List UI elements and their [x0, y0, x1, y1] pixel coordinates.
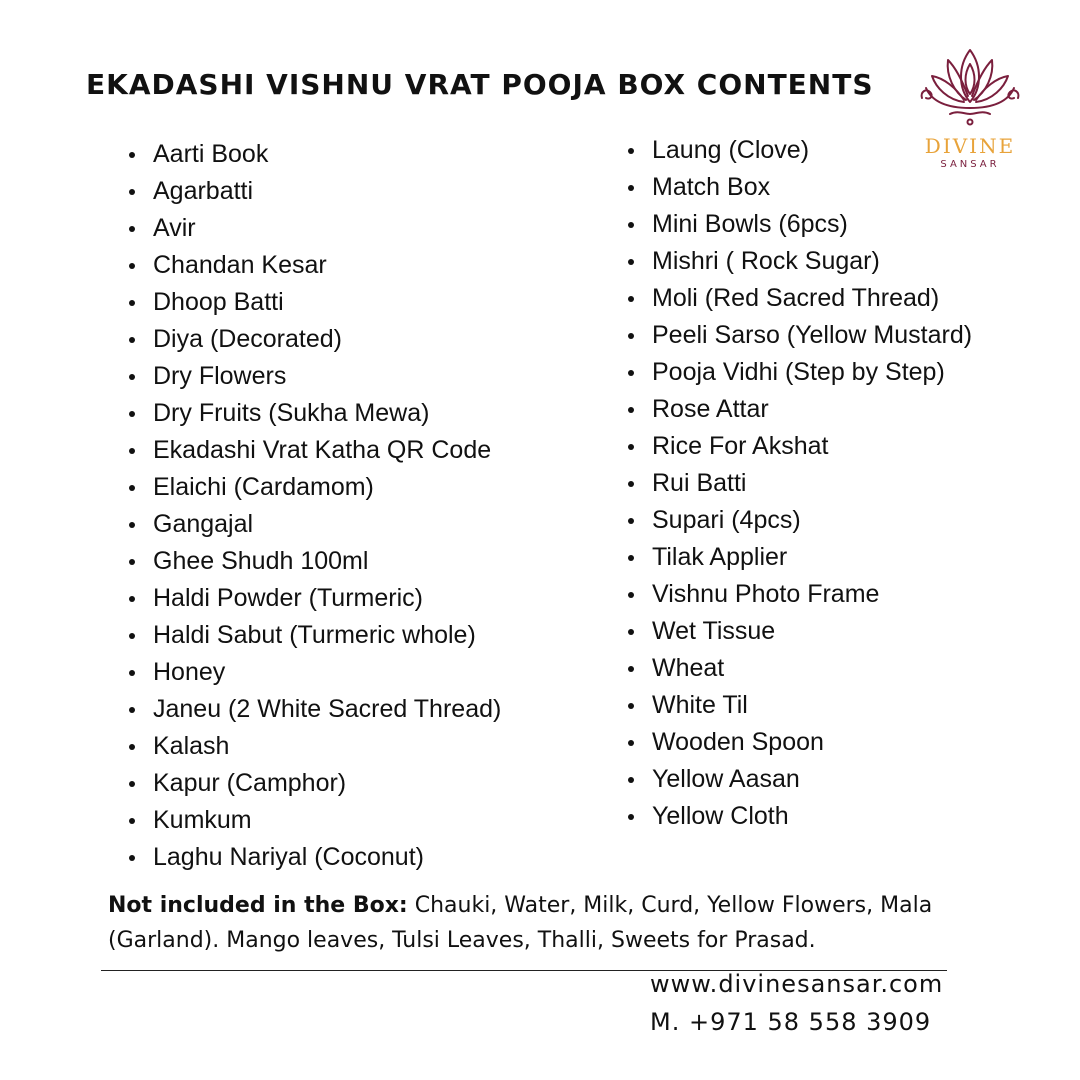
list-item: Rose Attar	[626, 391, 976, 428]
list-item: Pooja Vidhi (Step by Step)	[626, 354, 976, 391]
website-text: www.divinesansar.com	[650, 970, 944, 998]
list-item: Yellow Aasan	[626, 761, 976, 798]
contents-list-left	[127, 136, 567, 876]
list-item: White Til	[626, 687, 976, 724]
list-item: Wheat	[626, 650, 976, 687]
list-item: Elaichi (Cardamom)	[127, 469, 567, 506]
list-item: Moli (Red Sacred Thread)	[626, 280, 976, 317]
list-item: Janeu (2 White Sacred Thread)	[127, 691, 567, 728]
list-item: Avir	[127, 210, 567, 247]
list-item: Kalash	[127, 728, 567, 765]
list-item: Wet Tissue	[626, 613, 976, 650]
list-item: Gangajal	[127, 506, 567, 543]
list-item: Haldi Powder (Turmeric)	[127, 580, 567, 617]
list-item: Laung (Clove)	[626, 132, 976, 169]
list-item: Chandan Kesar	[127, 247, 567, 284]
list-item: Match Box	[626, 169, 976, 206]
list-item: Haldi Sabut (Turmeric whole)	[127, 617, 567, 654]
brand-name: DIVINE	[924, 134, 1016, 158]
list-item: Mini Bowls (6pcs)	[626, 206, 976, 243]
list-item: Vishnu Photo Frame	[626, 576, 976, 613]
not-included-text: Chauki, Water, Milk, Curd, Yellow Flowers, Mala (Garland). Mango leaves, Tulsi Leaves, Thalli, Sweets for Prasad.	[108, 893, 933, 953]
list-item: Honey	[127, 654, 567, 691]
list-item: Kumkum	[127, 802, 567, 839]
list-item: Mishri ( Rock Sugar)	[626, 243, 976, 280]
list-item: Dry Fruits (Sukha Mewa)	[127, 395, 567, 432]
list-item: Rice For Akshat	[626, 428, 976, 465]
list-item: Dry Flowers	[127, 358, 567, 395]
brand-subname: SANSAR	[940, 159, 1000, 170]
phone-text: M. +971 58 558 3909	[650, 1008, 932, 1036]
not-included-label: Not included in the Box:	[108, 893, 408, 918]
list-item: Aarti Book	[127, 136, 567, 173]
list-item: Yellow Cloth	[626, 798, 976, 835]
list-item: Rui Batti	[626, 465, 976, 502]
list-item: Laghu Nariyal (Coconut)	[127, 839, 567, 876]
list-item: Wooden Spoon	[626, 724, 976, 761]
not-included-note	[108, 888, 988, 958]
list-item: Diya (Decorated)	[127, 321, 567, 358]
list-item: Kapur (Camphor)	[127, 765, 567, 802]
list-item: Agarbatti	[127, 173, 567, 210]
list-item: Tilak Applier	[626, 539, 976, 576]
list-item: Dhoop Batti	[127, 284, 567, 321]
list-item: Supari (4pcs)	[626, 502, 976, 539]
contents-list-right	[626, 132, 976, 835]
list-item: Ekadashi Vrat Katha QR Code	[127, 432, 567, 469]
lotus-icon	[918, 44, 1022, 130]
list-item: Ghee Shudh 100ml	[127, 543, 567, 580]
list-item: Peeli Sarso (Yellow Mustard)	[626, 317, 976, 354]
page-title: EKADASHI VISHNU VRAT POOJA BOX CONTENTS	[86, 68, 874, 101]
